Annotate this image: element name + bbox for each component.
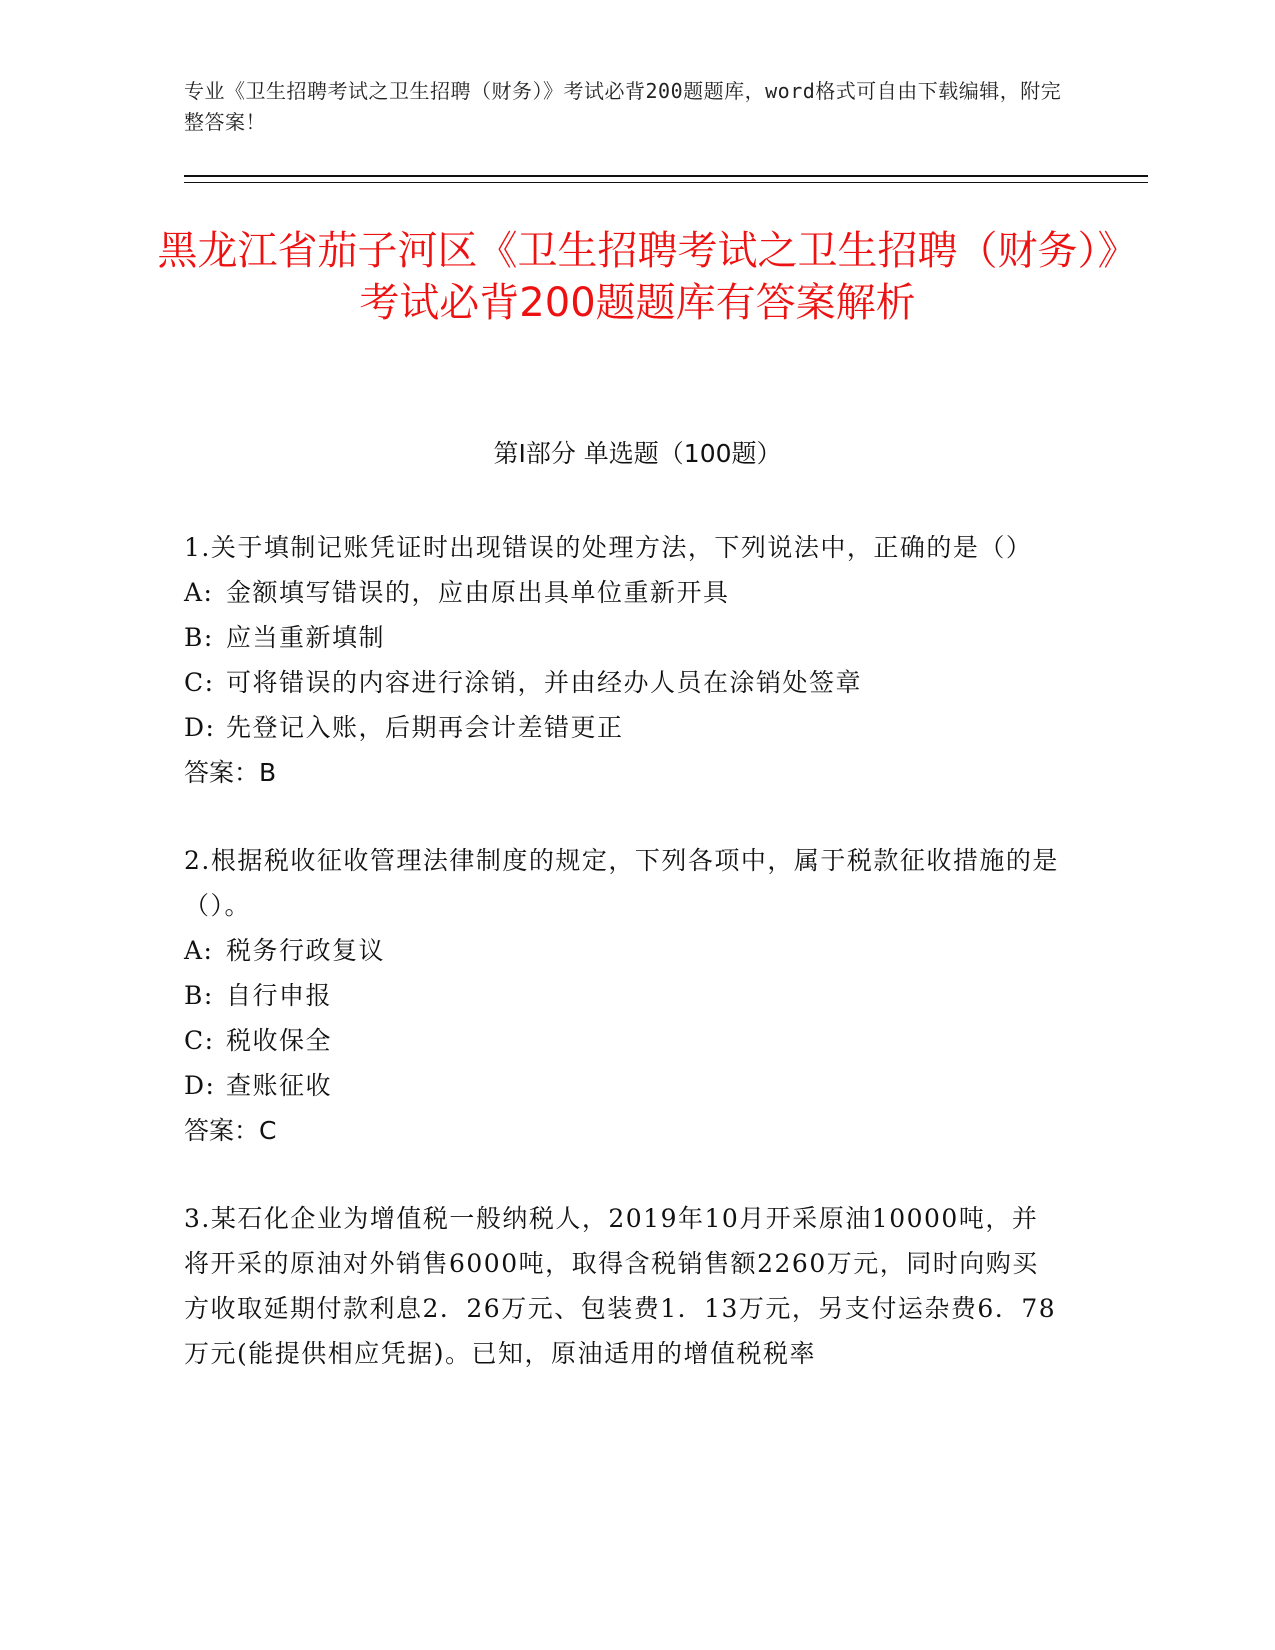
option-letter: D: bbox=[184, 1071, 216, 1100]
option-text: 先登记入账，后期再会计差错更正 bbox=[226, 713, 624, 742]
option-text: 金额填写错误的，应由原出具单位重新开具 bbox=[226, 578, 730, 607]
option-d bbox=[184, 705, 1064, 750]
option-text: 自行申报 bbox=[226, 981, 333, 1010]
option-text: 税收保全 bbox=[226, 1026, 333, 1055]
question-list bbox=[184, 525, 1064, 1419]
option-letter: A: bbox=[184, 936, 214, 965]
header-rule-thin bbox=[184, 182, 1148, 183]
question-1 bbox=[184, 525, 1064, 795]
question-stem: 1.关于填制记账凭证时出现错误的处理方法，下列说法中，正确的是（） bbox=[184, 533, 1033, 562]
option-b bbox=[184, 973, 1064, 1018]
header-note: 专业《卫生招聘考试之卫生招聘（财务）》考试必背200题题库，word格式可自由下载编辑，附完整答案！ bbox=[184, 79, 1062, 134]
option-c bbox=[184, 1018, 1064, 1063]
option-letter: B: bbox=[184, 981, 214, 1010]
option-a bbox=[184, 928, 1064, 973]
section-heading: 第Ⅰ部分 单选题（100题） bbox=[493, 439, 782, 468]
option-text: 应当重新填制 bbox=[226, 623, 386, 652]
question-3 bbox=[184, 1196, 1064, 1376]
option-letter: C: bbox=[184, 668, 215, 697]
answer-line: 答案：B bbox=[184, 758, 277, 787]
document-title: 黑龙江省茄子河区《卫生招聘考试之卫生招聘（财务）》考试必背200题题库有答案解析 bbox=[157, 228, 1118, 326]
option-letter: C: bbox=[184, 1026, 215, 1055]
option-b bbox=[184, 615, 1064, 660]
option-c bbox=[184, 660, 1064, 705]
question-2 bbox=[184, 838, 1064, 1153]
question-stem: 2.根据税收征收管理法律制度的规定，下列各项中，属于税款征收措施的是（）。 bbox=[184, 846, 1059, 920]
answer-line: 答案：C bbox=[184, 1116, 277, 1145]
option-a bbox=[184, 570, 1064, 615]
option-text: 税务行政复议 bbox=[226, 936, 386, 965]
header-rule-thick bbox=[184, 175, 1148, 177]
option-text: 查账征收 bbox=[226, 1071, 333, 1100]
question-stem: 3.某石化企业为增值税一般纳税人，2019年10月开采原油10000吨，并将开采的原油对外销售6000吨，取得含税销售额2260万元，同时向购买方收取延期付款利息2．26万元、包装费1．13万元，另支付运杂费6．78万元(能提供相应凭据)。已知，原油适用的增值税税率 bbox=[184, 1204, 1057, 1368]
option-letter: A: bbox=[184, 578, 214, 607]
option-text: 可将错误的内容进行涂销，并由经办人员在涂销处签章 bbox=[226, 668, 863, 697]
option-letter: B: bbox=[184, 623, 214, 652]
option-d bbox=[184, 1063, 1064, 1108]
option-letter: D: bbox=[184, 713, 216, 742]
